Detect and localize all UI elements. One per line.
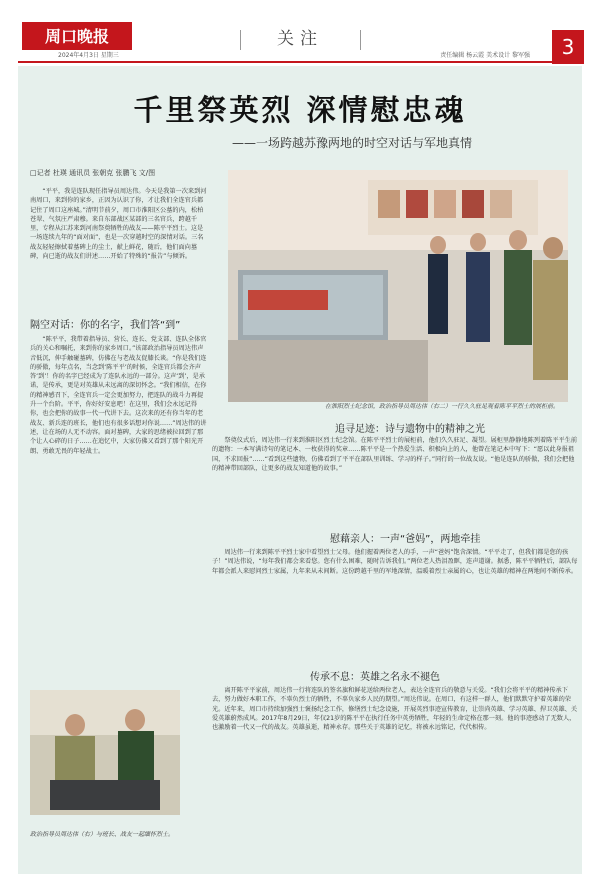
body-family: 周达伟一行来到陈平平烈士家中看望烈士父母。他们握着两位老人的手，一声“爸妈”饱含深情。“平平走了，但我们都是您的孩子！”周达伟说，“每年我们都会来看您。您有什么困难，随时告诉我们。”两位老人热泪盈眶，连声道谢。据悉，陈平平牺牲后，部队每年都会派人来慰问烈士家属，九年来从未间断。这份跨越千里的军地深情，温暖着烈士亲属的心，也让英雄的精神在两地间不断传承。 <box>212 549 578 575</box>
lead-paragraph: “平平，我是连队现任指导员周达伟。今天是我第一次来到河南周口，来到你的家乡，正因为认识了你，才让我们全连官兵都记住了周口这座城。”清明节前夕，周口市淮阳区公墓的内，松柏苍翠、气氛庄严肃穆。来自东部战区某部的三名官兵，跨越千里，专程从江苏来到河南祭奠牺牲的战友——陈平平烈士。这是一场连续九年的“面对面”，也是一次穿越时空的深情对话。三名战友轻轻擦拭着墓碑上的尘土，献上鲜花，随后，他们面向墓碑，向已逝的战友们讲述……开始了特殊的“报告”与倾诉。 <box>30 188 207 261</box>
header-rule <box>18 61 582 63</box>
section-divider-right <box>360 30 361 50</box>
subheading-legacy: 传承不息：英雄之名永不褪色 <box>310 672 440 683</box>
page-number: 3 <box>552 30 584 64</box>
body-footsteps: 祭奠仪式后，周达伟一行来到淮阳区烈士纪念馆。在陈平平烈士的展柜前，他们久久驻足、凝望。展柜里静静地陈列着陈平平生前的遗物：一本写满诗句的笔记本、一枚获得的奖章……陈平平是一个热爱生活、积极向上的人，他曾在笔记本中写下：“愿以此身报祖国，不求回报”……“看到这些遗物，仿佛看到了平平在部队里训练、学习的样子。”同行的一位战友说。“他是连队的骄傲，我们会把他的精神带回部队，让更多的战友知道他的故事。” <box>212 437 578 472</box>
main-photo-caption: 在淮阳烈士纪念馆，政治指导员周达伟（右二）一行久久驻足观看陈平平烈士的展柜前。 <box>325 403 560 410</box>
small-photo-soldiers <box>30 690 180 815</box>
small-photo-caption: 政治指导员周达伟（右）与班长、战友一起缅怀烈士。 <box>30 831 175 838</box>
body-legacy: 离开陈平平家前，周达伟一行将连队的签名旗和鲜花送给两位老人，表达全连官兵的敬意与关爱。“我们会将平平的精神传承下去，努力做好本职工作，不辜负烈士的牺牲，不辜负家乡人民的期望。”周达伟说。在周口，有这样一群人，他们默默守护着英雄的荣光。近年来，周口市持续加强烈士褒扬纪念工作，修缮烈士纪念设施，开展英烈事迹宣传教育，让崇尚英雄、学习英雄、捍卫英雄、关爱英雄蔚然成风。2017年8月29日，年仅21岁的陈平平在执行任务中英勇牺牲，年轻的生命定格在那一刻。他的事迹感动了无数人，也激励着一代又一代的战友。英雄虽逝，精神永存。那些关于英雄的记忆，将被永远铭记，代代相传。 <box>212 687 578 732</box>
svg-text:周口晚报: 周口晚报 <box>44 27 110 46</box>
masthead-date: 2024年4月3日 星期三 <box>58 52 119 59</box>
section-label: 关注 <box>277 29 323 49</box>
headline: 千里祭英烈 深情慰忠魂 <box>133 93 467 127</box>
subheading-family: 慰藉亲人：一声“爸妈”，两地牵挂 <box>330 534 481 545</box>
subheading-dialogue: 隔空对话：你的名字，我们答“到” <box>30 320 181 331</box>
subheadline: ——一场跨越苏豫两地的时空对话与军地真情 <box>232 136 473 150</box>
subheading-footsteps: 追寻足迹：诗与遗物中的精神之光 <box>335 424 485 435</box>
main-photo-memorial-hall <box>228 170 568 402</box>
body-dialogue: “陈平平，我带着指导员、营长、连长、党支部、连队全体官兵的关心和嘱托，来到你的家乡周口。”该部政治指导员周达伟声音低沉，伸手触碰墓碑，仿佛在与老战友促膝长谈。“你是我们连的骄傲，每年点名，当念到‘陈平平’的时候，全连官兵都会齐声答‘到’！你的名字已经成为了连队永远的一部分。这声‘到’，是承诺，是传承，更是对英雄从未远离的深切怀念。“我们相信，在你的精神感召下，全连官兵一定会更加努力，把连队的战斗力再提升一个台阶。平平，你好好安息吧！在这里，我们会永远记得你，也会把你的故事一代一代讲下去。这次来的还有你当年的老战友、新兵连的班长，他们也有很多话想对你说……”周达伟的讲述，让在场的人无不动容。面对墓碑，大家的思绪被拉回到了那个让人心碎的日子……在追忆中，大家仿佛又看到了那个阳光开朗、勇敢无畏的年轻战士。 <box>30 336 207 455</box>
editor-credits: 责任编辑 杨云霞 美术设计 黎军强 <box>440 52 530 59</box>
byline: □记者 杜瑛 通讯员 张朝克 张鹏飞 文/图 <box>30 169 156 177</box>
section-header <box>0 24 600 49</box>
